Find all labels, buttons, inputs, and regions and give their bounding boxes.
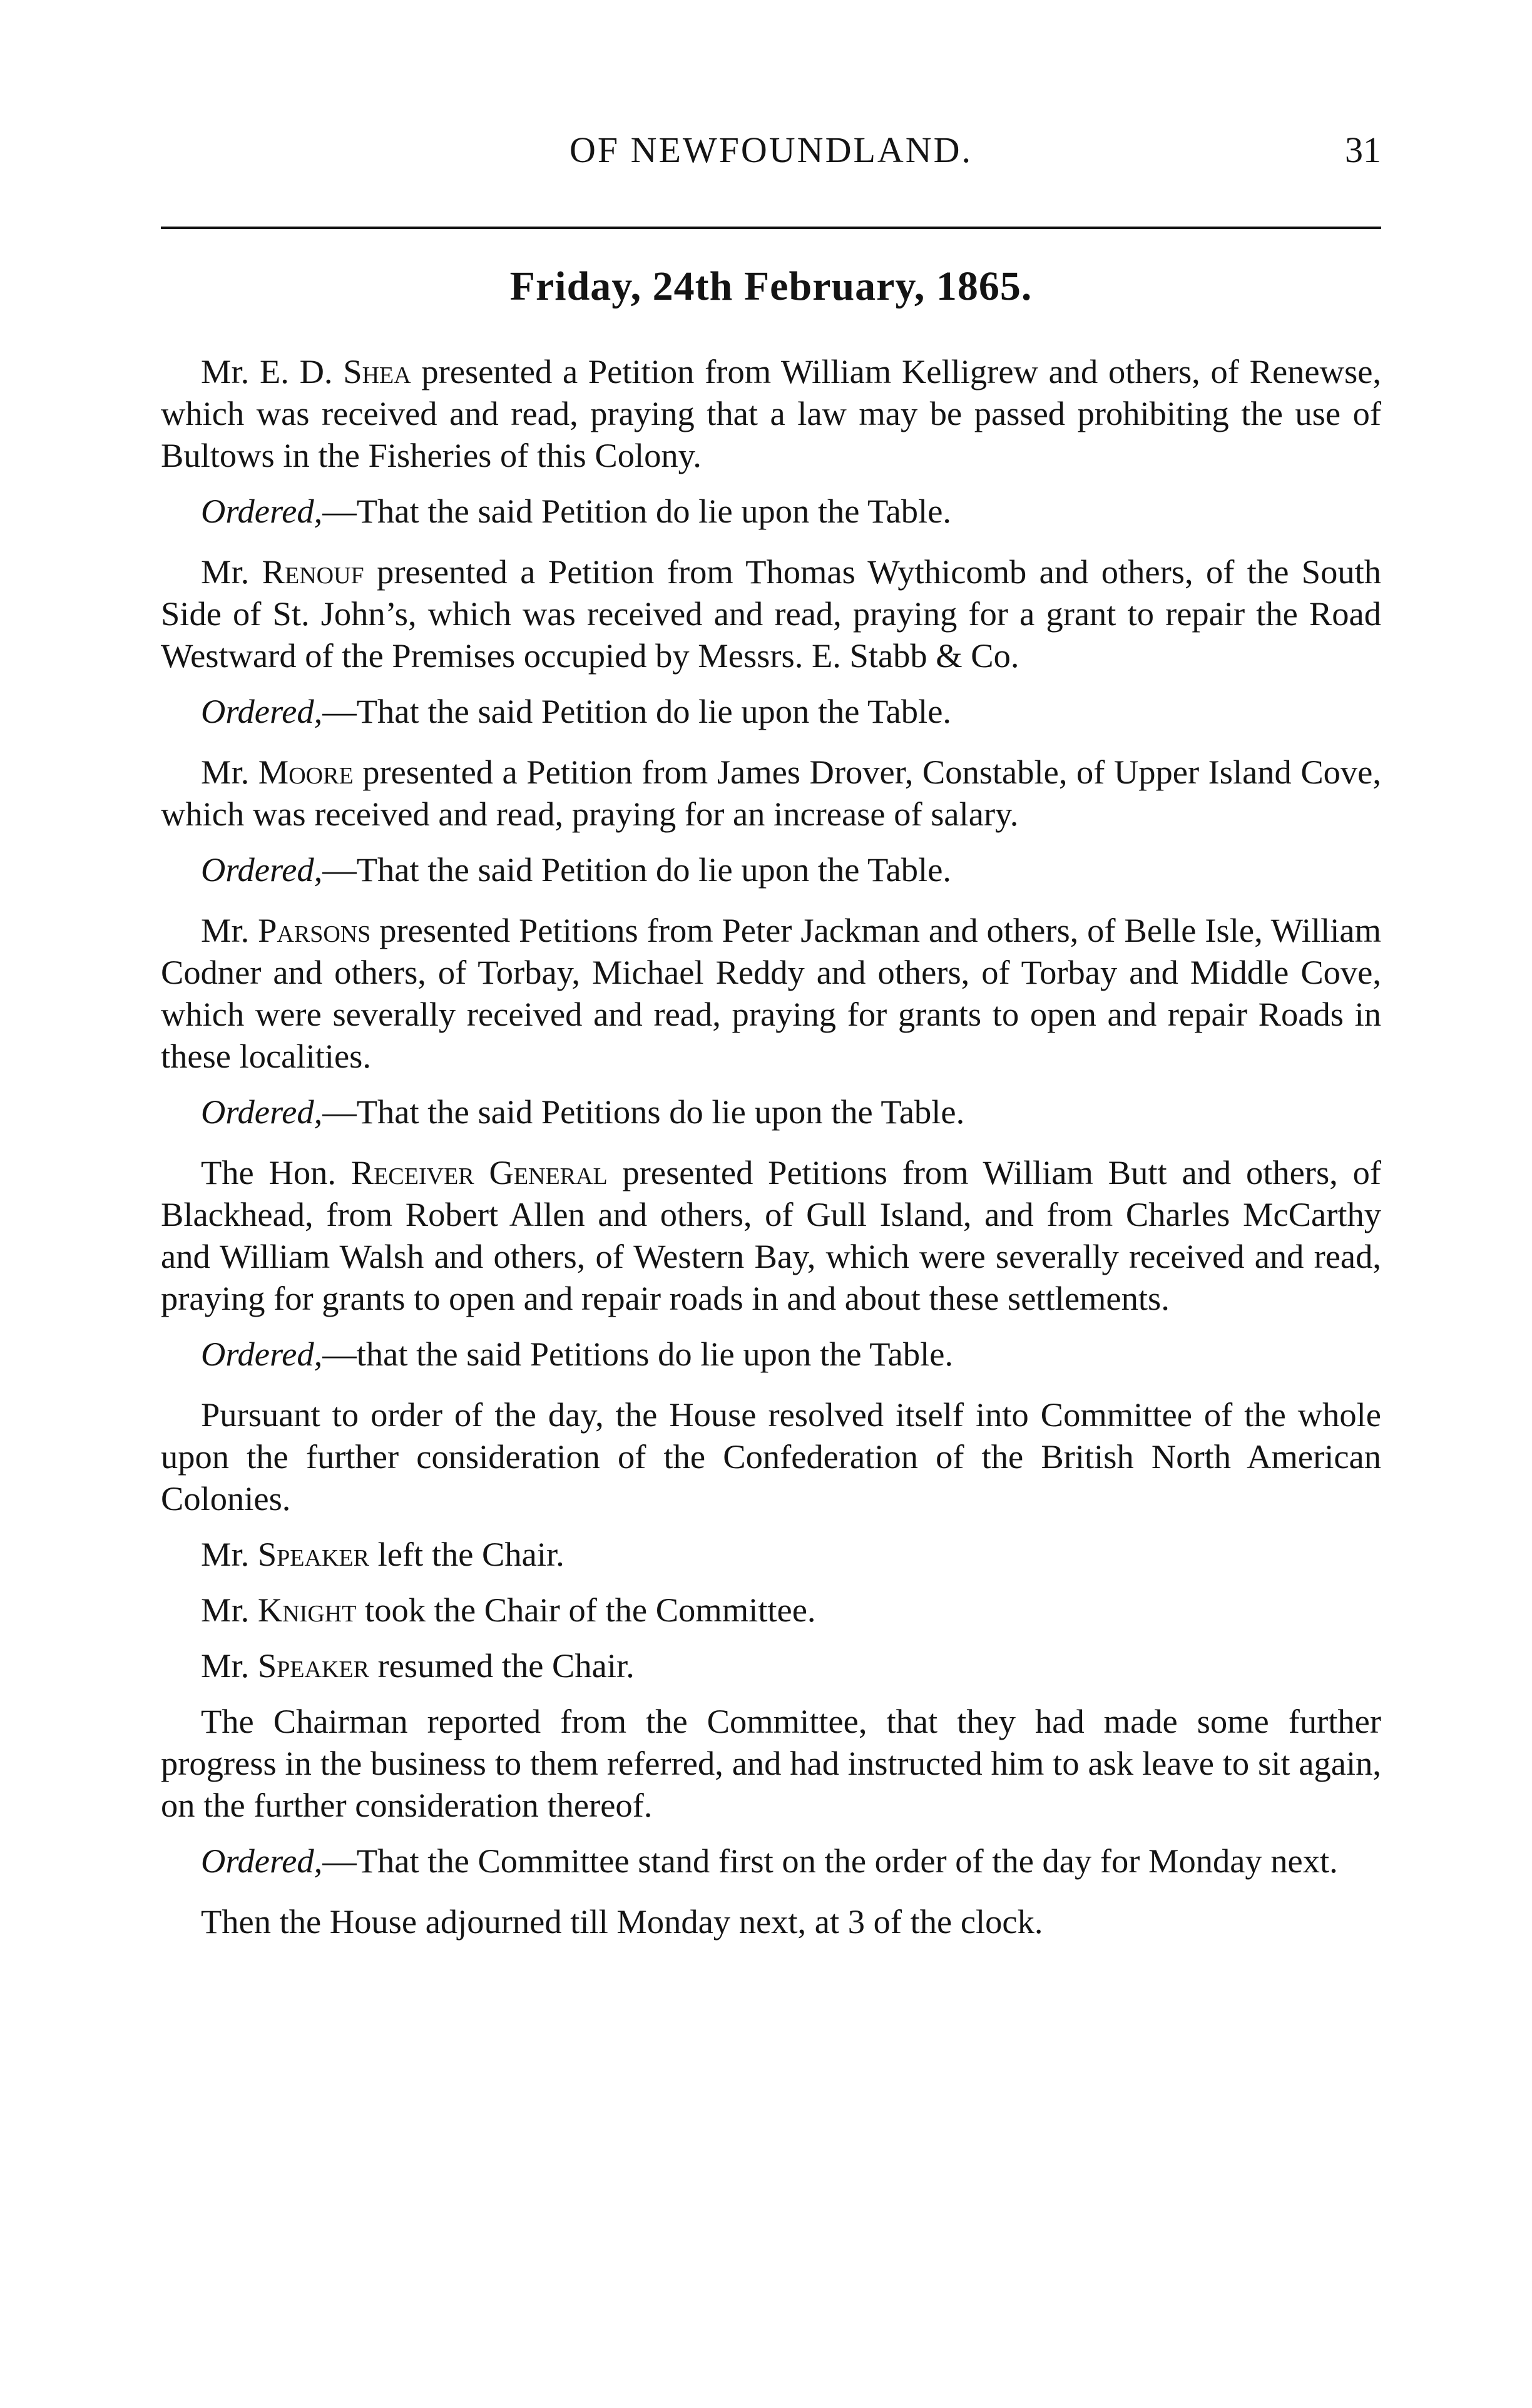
paragraph: Mr. Knight took the Chair of the Committee. <box>201 1591 816 1629</box>
ordered-paragraph: Ordered,—That the Committee stand first on the order of the day for Monday next. <box>201 1842 1338 1880</box>
member-name: Speaker <box>257 1535 369 1573</box>
paragraph: Pursuant to order of the day, the House resolved itself into Committee of the whole upon the further consideration of the Confederation of the British North American Colonies. <box>161 1395 1381 1518</box>
paragraph: Mr. Speaker resumed the Chair. <box>201 1646 635 1685</box>
paragraph: The Chairman reported from the Committee, that they had made some further progress in the business to them referred, and had instructed him to ask leave to sit again, on the further consideration thereof. <box>161 1702 1381 1824</box>
member-name: Knight <box>257 1591 357 1629</box>
member-name: Moore <box>258 753 354 791</box>
running-title: OF NEWFOUNDLAND. <box>569 130 973 170</box>
ordered-paragraph: Ordered,—That the said Petitions do lie upon the Table. <box>201 1093 965 1131</box>
paragraph: The Hon. Receiver General presented Petitions from William Butt and others, of Blackhead, from Robert Allen and others, of Gull Island, and from Charles McCarthy and William Walsh and others, of Western Bay, which were severally received and read, praying for grants to open and repair roads in and about these settlements. <box>161 1153 1382 1317</box>
paragraph: Mr. Moore presented a Petition from James Drover, Constable, of Upper Island Cove, which was received and read, praying for an increase of salary. <box>161 753 1382 833</box>
member-name: Speaker <box>257 1646 369 1685</box>
header-rule <box>161 227 1381 229</box>
member-name: Shea <box>343 352 411 390</box>
member-name: Renouf <box>262 553 364 591</box>
paragraph: Mr. Speaker left the Chair. <box>201 1535 564 1573</box>
member-name: Receiver General <box>350 1153 608 1191</box>
ordered-paragraph: Ordered,—That the said Petition do lie upon the Table. <box>201 692 952 730</box>
paragraph: Then the House adjourned till Monday next, at 3 of the clock. <box>201 1902 1043 1941</box>
ordered-paragraph: Ordered,—that the said Petitions do lie upon the Table. <box>201 1335 954 1373</box>
member-name: Parsons <box>258 911 371 949</box>
date-heading: Friday, 24th February, 1865. <box>509 263 1033 309</box>
paragraph: Mr. E. D. Shea presented a Petition from William Kelligrew and others, of Renewse, which was received and read, praying that a law may be passed prohibiting the use of Bultows in the Fisheries of this Colony. <box>161 352 1382 474</box>
paragraph: Mr. Parsons presented Petitions from Peter Jackman and others, of Belle Isle, William Codner and others, of Torbay, Michael Reddy and others, of Torbay and Middle Cove, which were severally received and read, praying for grants to open and repair Roads in these localities. <box>161 911 1381 1075</box>
ordered-paragraph: Ordered,—That the said Petition do lie upon the Table. <box>201 850 952 889</box>
page-number: 31 <box>1345 130 1381 170</box>
page-header <box>161 129 1381 179</box>
ordered-paragraph: Ordered,—That the said Petition do lie upon the Table. <box>201 492 952 530</box>
proceedings-text <box>161 350 1381 1956</box>
paragraph: Mr. Renouf presented a Petition from Thomas Wythicomb and others, of the South Side of St. John’s, which was received and read, praying for a grant to repair the Road Westward of the Premises occupied by Messrs. E. Stabb & Co. <box>161 553 1381 675</box>
